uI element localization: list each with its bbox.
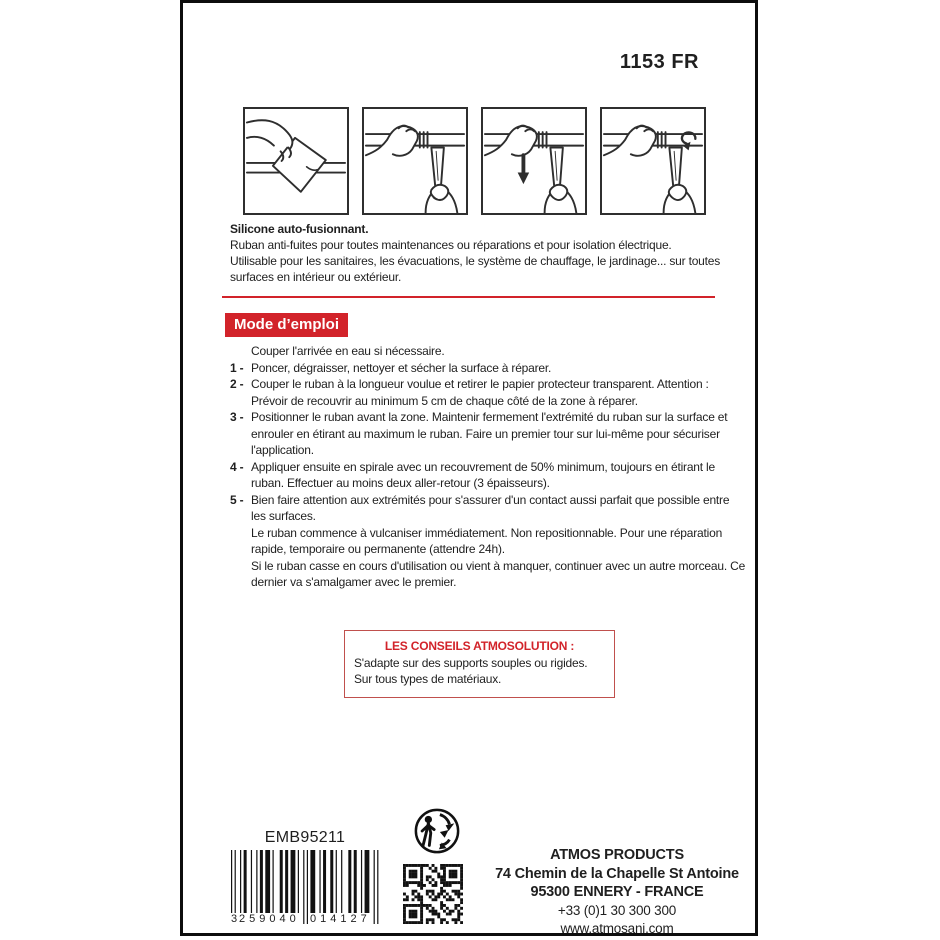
pre-step-line: Couper l'arrivée en eau si nécessaire. (251, 344, 445, 358)
pull-tape-down-icon (481, 107, 587, 215)
step-item (230, 360, 746, 377)
step-item (230, 376, 746, 409)
barcode-digits (231, 913, 379, 926)
city-address: 95300 ENNERY - FRANCE (530, 884, 704, 900)
usage-instructions (230, 343, 746, 591)
step-text: Bien faire attention aux extrémités pour s'assurer d'un contact aussi parfait que possible entre les surfaces. (251, 492, 730, 523)
advice-box (344, 630, 615, 698)
sand-and-clean-pipe-icon (243, 107, 349, 215)
step-item (230, 409, 746, 459)
product-code: 1153 FR (619, 51, 699, 73)
website-url: www.atmosani.com (560, 921, 674, 936)
product-title: Silicone auto-fusionnant. (230, 222, 369, 236)
step-item (230, 459, 746, 492)
step-number: 5 - (230, 492, 244, 507)
barcode-prefix: 3 (231, 913, 238, 925)
ean13-barcode (231, 850, 379, 926)
note-line: Le ruban commence à vulcaniser immédiatement. Non repositionnable. Pour une réparation rapide, temporaire ou permanente (attendre 24h). (251, 525, 723, 556)
wrap-tape-around-icon (600, 107, 706, 215)
advice-title: LES CONSEILS ATMOSOLUTION : (384, 639, 575, 653)
barcode-block (227, 829, 383, 926)
step-number: 4 - (230, 459, 244, 474)
divider-line (222, 296, 715, 298)
instruction-pictograms (243, 107, 706, 215)
product-description (230, 221, 742, 285)
step-text: Appliquer ensuite en spirale avec un recouvrement de 50% minimum, toujours en étirant le ruban. Effectuer au moins deux aller-retour (3 épaisseurs). (251, 459, 715, 490)
note-line: Si le ruban casse en cours d'utilisation ou vient à manquer, continuer avec un autre morceau. Ce dernier va s'amalgamer avec le premier. (251, 558, 746, 589)
street-address: 74 Chemin de la Chapelle St Antoine (495, 865, 739, 882)
package-back-label (180, 0, 758, 936)
advice-line: Sur tous types de matériaux. (354, 672, 502, 686)
qr-code (403, 864, 463, 924)
phone-number: +33 (0)1 30 300 300 (557, 902, 677, 918)
triman-recycling-icon (413, 806, 461, 856)
step-text: Poncer, dégraisser, nettoyer et sécher la surface à réparer. (251, 360, 552, 375)
step-text: Positionner le ruban avant la zone. Maintenir fermement l'extrémité du ruban sur la surface et enrouler en étirant au maximum le ruban. Faire un premier tour sur lui-même pour sécuriser l'application. (251, 410, 728, 457)
intro-paragraph: Ruban anti-fuites pour toutes maintenances ou réparations et pour isolation électrique. (230, 238, 672, 252)
company-name: ATMOS PRODUCTS (550, 847, 684, 863)
step-number: 2 - (230, 377, 244, 391)
step-text: Couper le ruban à la longueur voulue et retirer le papier protecteur transparent. Attention : Prévoir de recouvrir au minimum 5 cm de chaque côté de la zone à réparer. (251, 377, 709, 408)
address-block (479, 846, 755, 939)
intro-paragraph: Utilisable pour les sanitaires, les évacuations, le système de chauffage, le jardinage... sur toutes surfaces en intérieur ou extérieur. (230, 254, 721, 284)
step-number: 3 - (230, 410, 244, 424)
barcode-group1: 259040 (239, 913, 300, 925)
mode-demploi-badge: Mode d’emploi (225, 313, 348, 337)
advice-line: S'adapte sur des supports souples ou rigides. (354, 656, 588, 670)
step-item (230, 492, 746, 525)
wrap-tape-start-icon (362, 107, 468, 215)
emb-code: EMB95211 (264, 829, 346, 846)
step-number: 1 - (230, 360, 244, 375)
barcode-group2: 014127 (310, 913, 371, 925)
